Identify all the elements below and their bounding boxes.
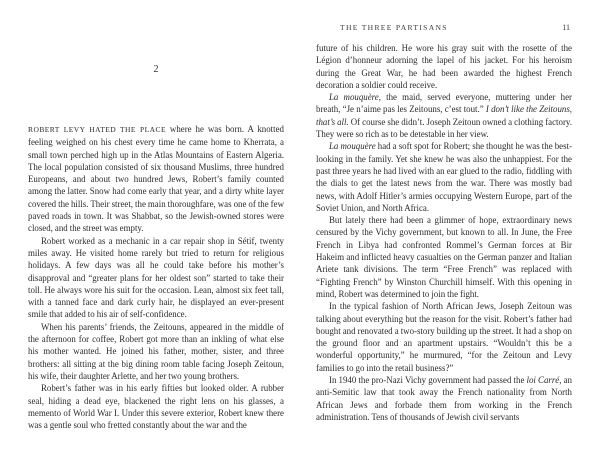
- text-run: I don’t like the Zeitouns, that’s all.: [316, 104, 572, 127]
- paragraph: [316, 91, 572, 140]
- chapter-number: 2: [153, 64, 159, 75]
- running-header: THE THREE PARTISANS: [340, 23, 448, 32]
- paragraph: [316, 42, 572, 91]
- paragraph: [28, 123, 284, 235]
- text-run: When his parents’ friends, the Zeitouns, appeared in the middle of the afternoon for coffee, Robert got more than an inkling of what else his mother wanted. He joined his father, mother, sister, and three brothers: all sitting at the big dining room table facing Joseph Zeitoun, his wife, their daughter Arlette, and her two young brothers.: [28, 321, 284, 381]
- paragraph: [316, 214, 572, 300]
- text-run: In 1940 the pro-Nazi Vichy government had passed the: [329, 375, 527, 386]
- text-run: Robert worked as a mechanic in a car repair shop in Sétif, twenty miles away. He visited home rarely but tried to return for religious holidays. A few days was all he could take before his mother’s disapproval and “greater plans for her oldest son” started to take their toll. He always wore his suit for the occasion. Lean, almost six feet tall, with a tanned face and dark curly hair, he displayed an ever-present smile that added to his air of self-confidence.: [28, 235, 284, 320]
- text-run: ROBERT LEVY HATED THE PLACE: [28, 125, 166, 134]
- text-run: La mouquère: [329, 141, 376, 152]
- paragraph: [28, 382, 284, 431]
- page-number: 11: [562, 23, 570, 32]
- text-run: had a soft spot for Robert; she thought he was the best-looking in the family. Yet she knew he was also the unhappiest. For the past three years he had lived with an ear glued to the radio, fiddling with the dials to get the latest news from the war. There was mostly bad news, with Adolf Hitler’s armies occupying Western Europe, part of the Soviet Union, and North Africa.: [316, 141, 573, 213]
- text-run: future of his children. He wore his gray suit with the rosette of the Légion d’honneur adorning the lapel of his jacket. For his heroism during the Great War, he had been awarded the highest French decoration a soldier could receive.: [316, 43, 572, 90]
- text-run: , the maid, served everyone, muttering under her breath, “Je n’aime pas les Zeitouns, c’est tout.”: [316, 92, 573, 115]
- text-run: Of course she didn’t. Joseph Zeitoun owned a clothing factory. They were so rich as to be detestable in her view.: [316, 116, 572, 140]
- left-page: [28, 0, 284, 450]
- paragraph: [28, 321, 284, 382]
- text-run: La mouquère: [329, 92, 379, 103]
- left-page-body: [28, 123, 284, 431]
- text-run: loi Carré: [526, 375, 560, 386]
- text-run: But lately there had been a glimmer of hope, extraordinary news censured by the Vichy government, but known to all. In June, the Free French in Libya had confronted Rommel’s German forces at Bir Hakeim and inflicted heavy casualties on the German panzer and Italian Ariete tank divisions. The term “Free French” was replaced with “Fighting French” by Winston Churchill himself. With this opening in mind, Robert was determined to join the fight.: [316, 215, 572, 299]
- right-page: [316, 0, 572, 450]
- paragraph: [28, 235, 284, 321]
- paragraph: [316, 140, 572, 214]
- paragraph: [316, 300, 572, 374]
- paragraph: [316, 374, 572, 423]
- text-run: Robert’s father was in his early fifties but looked older. A rubber seal, hiding a dead eye, blackened the right lens on his glasses, a memento of World War I. Under this severe exterior, Robert knew there was a gentle soul who fretted constantly about the war and the: [28, 383, 284, 431]
- right-page-body: [316, 42, 572, 423]
- text-run: In the typical fashion of North African Jews, Joseph Zeitoun was talking about everything but the reason for the visit. Robert’s father had bought and renovated a two-story building up the street. It had a shop on the ground floor and an apartment upstairs. “Wouldn’t this be a wonderful opportunity,” he murmured, “for the Zeitoun and Levy families to go into the retail business?”: [316, 301, 572, 373]
- text-run: where he was born. A knotted feeling weighed on his chest every time he came home to Kherrata, a small town perched high up in the Atlas Mountains of Eastern Algeria. The local population consisted of six thousand Muslims, three hundred Europeans, and about two hundred Jews, Robert’s family counted among the latter. Snow had come early that year, and a dirty white layer covered the hills. Their street, the main thoroughfare, was one of the few paved roads in town. It was Shabbat, so the Jewish-owned stores were closed, and the street was empty.: [28, 124, 284, 234]
- text-run: , an anti-Semitic law that took away the French nationality from North African Jews and forbade them from working in the French administration. Tens of thousands of Jewish civil servants: [316, 375, 572, 422]
